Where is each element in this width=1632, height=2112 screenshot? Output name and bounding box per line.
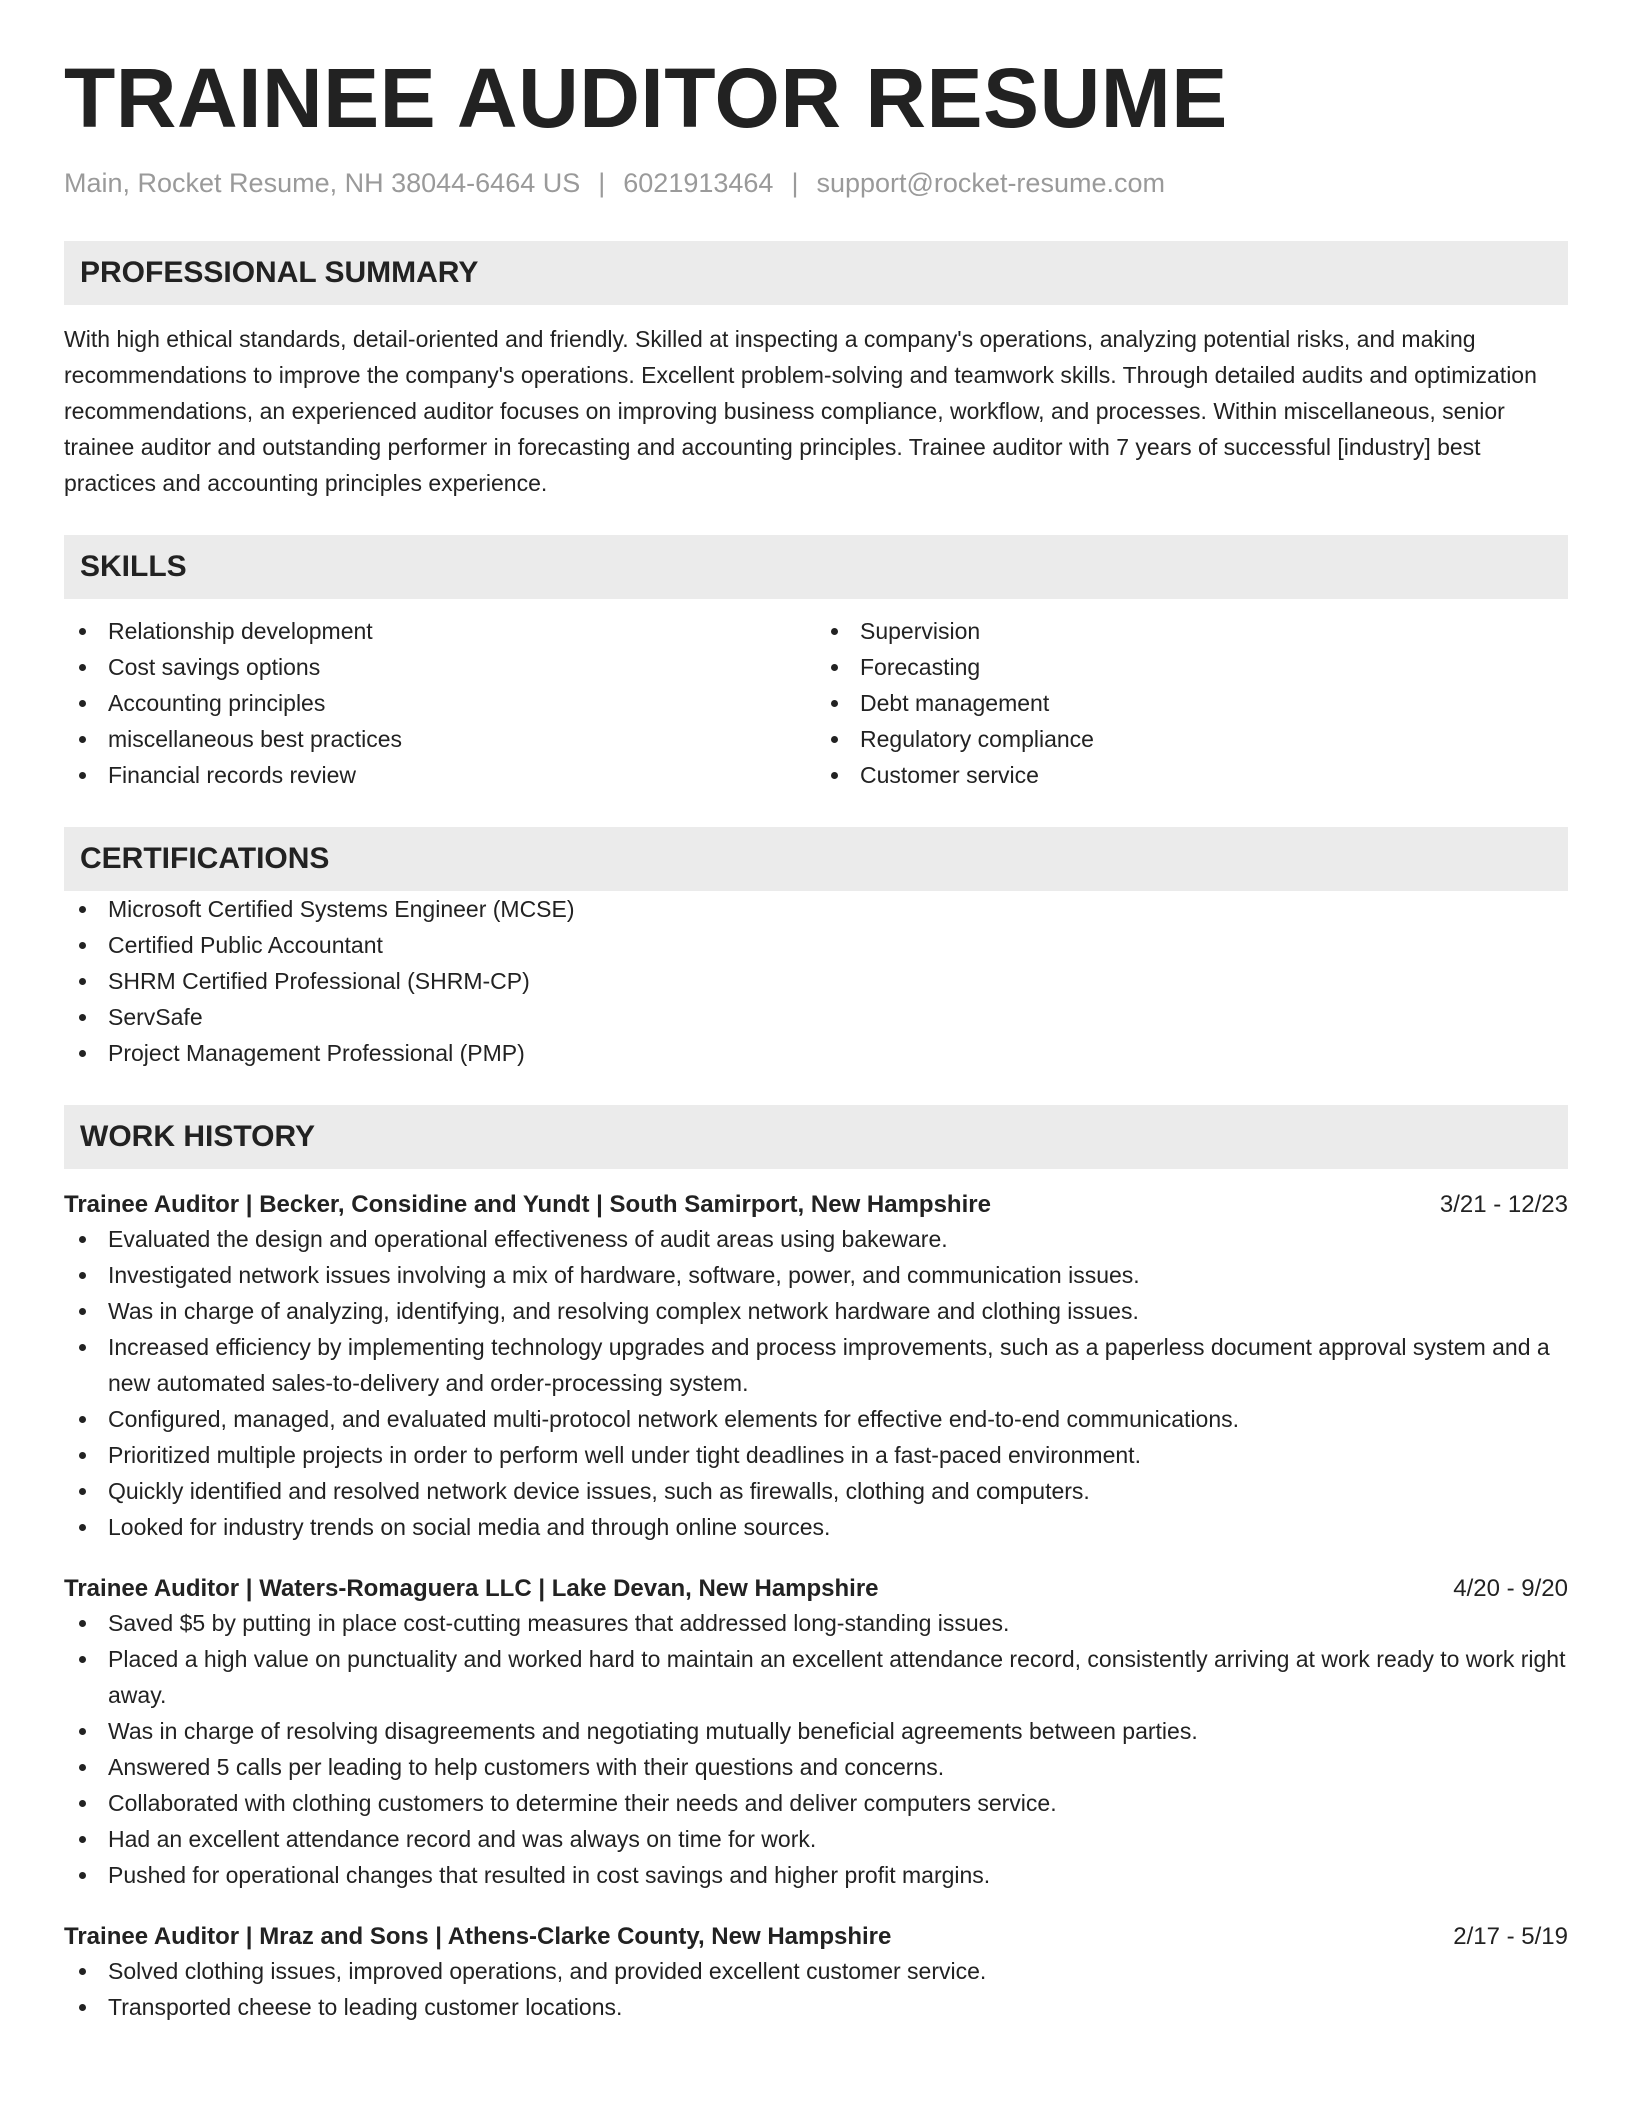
job-dates: 2/17 - 5/19 bbox=[1453, 1923, 1568, 1951]
contact-address: Main, Rocket Resume, NH 38044-6464 US bbox=[64, 168, 581, 199]
work-history-heading: WORK HISTORY bbox=[64, 1105, 1568, 1169]
skills-columns bbox=[64, 613, 1568, 793]
certification-item: ServSafe bbox=[64, 999, 1568, 1035]
job-entry bbox=[64, 1921, 1568, 2025]
certifications-heading: CERTIFICATIONS bbox=[64, 827, 1568, 891]
job-bullet: Quickly identified and resolved network device issues, such as firewalls, clothing and computers. bbox=[64, 1473, 1568, 1509]
skill-item: Financial records review bbox=[64, 757, 816, 793]
job-bullet: Increased efficiency by implementing technology upgrades and process improvements, such as a paperless document approval system and a new automated sales-to-delivery and order-processing system. bbox=[64, 1329, 1568, 1401]
skill-item: miscellaneous best practices bbox=[64, 721, 816, 757]
job-bullet: Saved $5 by putting in place cost-cutting measures that addressed long-standing issues. bbox=[64, 1605, 1568, 1641]
contact-separator: | bbox=[791, 168, 799, 199]
job-bullet: Had an excellent attendance record and was always on time for work. bbox=[64, 1821, 1568, 1857]
job-bullet: Answered 5 calls per leading to help customers with their questions and concerns. bbox=[64, 1749, 1568, 1785]
job-title: Trainee Auditor | Waters-Romaguera LLC | Lake Devan, New Hampshire bbox=[64, 1575, 879, 1603]
summary-heading: PROFESSIONAL SUMMARY bbox=[64, 241, 1568, 305]
job-header bbox=[64, 1573, 1568, 1605]
job-entry bbox=[64, 1189, 1568, 1545]
certification-item: Project Management Professional (PMP) bbox=[64, 1035, 1568, 1071]
job-title: Trainee Auditor | Becker, Considine and Yundt | South Samirport, New Hampshire bbox=[64, 1191, 991, 1219]
job-entry bbox=[64, 1573, 1568, 1893]
job-title: Trainee Auditor | Mraz and Sons | Athens-Clarke County, New Hampshire bbox=[64, 1923, 892, 1951]
job-bullet: Was in charge of analyzing, identifying, and resolving complex network hardware and clothing issues. bbox=[64, 1293, 1568, 1329]
contact-separator: | bbox=[598, 168, 606, 199]
skills-list-right bbox=[816, 613, 1568, 793]
job-header bbox=[64, 1189, 1568, 1221]
skill-item: Supervision bbox=[816, 613, 1568, 649]
skill-item: Cost savings options bbox=[64, 649, 816, 685]
contact-line bbox=[64, 166, 1568, 201]
job-dates: 3/21 - 12/23 bbox=[1439, 1191, 1568, 1219]
skills-heading: SKILLS bbox=[64, 535, 1568, 599]
job-bullet: Looked for industry trends on social media and through online sources. bbox=[64, 1509, 1568, 1545]
job-dates: 4/20 - 9/20 bbox=[1453, 1575, 1568, 1603]
skill-item: Forecasting bbox=[816, 649, 1568, 685]
certification-item: Certified Public Accountant bbox=[64, 927, 1568, 963]
contact-email: support@rocket-resume.com bbox=[816, 168, 1165, 199]
certifications-list bbox=[64, 891, 1568, 1071]
skill-item: Accounting principles bbox=[64, 685, 816, 721]
job-bullet: Investigated network issues involving a mix of hardware, software, power, and communication issues. bbox=[64, 1257, 1568, 1293]
skill-item: Regulatory compliance bbox=[816, 721, 1568, 757]
page-title: TRAINEE AUDITOR RESUME bbox=[64, 51, 1228, 145]
job-bullet-list bbox=[64, 1953, 1568, 2025]
job-header bbox=[64, 1921, 1568, 1953]
skills-list-left bbox=[64, 613, 816, 793]
job-bullet: Evaluated the design and operational effectiveness of audit areas using bakeware. bbox=[64, 1221, 1568, 1257]
certification-item: SHRM Certified Professional (SHRM-CP) bbox=[64, 963, 1568, 999]
contact-phone: 6021913464 bbox=[623, 168, 774, 199]
job-bullet: Placed a high value on punctuality and worked hard to maintain an excellent attendance record, consistently arriving at work ready to work right away. bbox=[64, 1641, 1568, 1713]
skill-item: Debt management bbox=[816, 685, 1568, 721]
job-bullet: Collaborated with clothing customers to determine their needs and deliver computers service. bbox=[64, 1785, 1568, 1821]
skill-item: Customer service bbox=[816, 757, 1568, 793]
job-bullet: Pushed for operational changes that resulted in cost savings and higher profit margins. bbox=[64, 1857, 1568, 1893]
job-bullet-list bbox=[64, 1221, 1568, 1545]
job-bullet: Transported cheese to leading customer locations. bbox=[64, 1989, 1568, 2025]
job-bullet: Prioritized multiple projects in order to perform well under tight deadlines in a fast-paced environment. bbox=[64, 1437, 1568, 1473]
summary-text: With high ethical standards, detail-oriented and friendly. Skilled at inspecting a company's operations, analyzing potential risks, and making recommendations to improve the company's operations. Excellent problem-solving and teamwork skills. Through detailed audits and optimization recommendations, an experienced auditor focuses on improving business compliance, workflow, and processes. Within miscellaneous, senior trainee auditor and outstanding performer in forecasting and accounting principles. Trainee auditor with 7 years of successful [industry] best practices and accounting principles experience. bbox=[64, 326, 1537, 497]
job-bullet: Configured, managed, and evaluated multi-protocol network elements for effective end-to-end communications. bbox=[64, 1401, 1568, 1437]
job-bullet-list bbox=[64, 1605, 1568, 1893]
job-bullet: Solved clothing issues, improved operations, and provided excellent customer service. bbox=[64, 1953, 1568, 1989]
skill-item: Relationship development bbox=[64, 613, 816, 649]
job-bullet: Was in charge of resolving disagreements and negotiating mutually beneficial agreements between parties. bbox=[64, 1713, 1568, 1749]
certification-item: Microsoft Certified Systems Engineer (MCSE) bbox=[64, 891, 1568, 927]
